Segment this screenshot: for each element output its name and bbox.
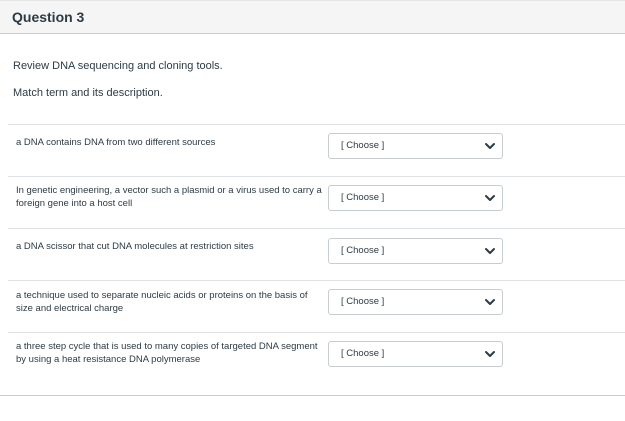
match-description: a DNA contains DNA from two different sources bbox=[16, 137, 216, 148]
select-value: [ Choose ] bbox=[341, 245, 385, 256]
match-select-dropdown[interactable] bbox=[328, 133, 503, 159]
match-description: In genetic engineering, a vector such a plasmid or a virus used to carry a foreign gene into a host cell bbox=[16, 185, 322, 209]
match-row bbox=[8, 124, 625, 176]
match-row bbox=[8, 332, 625, 384]
match-description: a three step cycle that is used to many copies of targeted DNA segment by using a heat resistance DNA polymerase bbox=[16, 341, 318, 365]
question-header bbox=[0, 0, 625, 34]
match-select-dropdown[interactable] bbox=[328, 289, 503, 315]
match-select-dropdown[interactable] bbox=[328, 238, 503, 264]
match-row bbox=[8, 228, 625, 280]
match-row bbox=[8, 280, 625, 332]
select-value: [ Choose ] bbox=[341, 192, 385, 203]
match-select-dropdown[interactable] bbox=[328, 341, 503, 367]
chevron-down-icon bbox=[484, 192, 496, 204]
match-select-dropdown[interactable] bbox=[328, 185, 503, 211]
select-value: [ Choose ] bbox=[341, 140, 385, 151]
chevron-down-icon bbox=[484, 245, 496, 257]
select-value: [ Choose ] bbox=[341, 348, 385, 359]
match-row bbox=[8, 176, 625, 228]
chevron-down-icon bbox=[484, 348, 496, 360]
match-description: a technique used to separate nucleic acids or proteins on the basis of size and electrical charge bbox=[16, 290, 308, 314]
question-instruction: Review DNA sequencing and cloning tools. bbox=[13, 60, 223, 72]
question-instruction: Match term and its description. bbox=[13, 87, 163, 99]
match-description: a DNA scissor that cut DNA molecules at restriction sites bbox=[16, 241, 254, 252]
select-value: [ Choose ] bbox=[341, 296, 385, 307]
chevron-down-icon bbox=[484, 296, 496, 308]
question-title: Question 3 bbox=[12, 9, 85, 25]
chevron-down-icon bbox=[484, 140, 496, 152]
